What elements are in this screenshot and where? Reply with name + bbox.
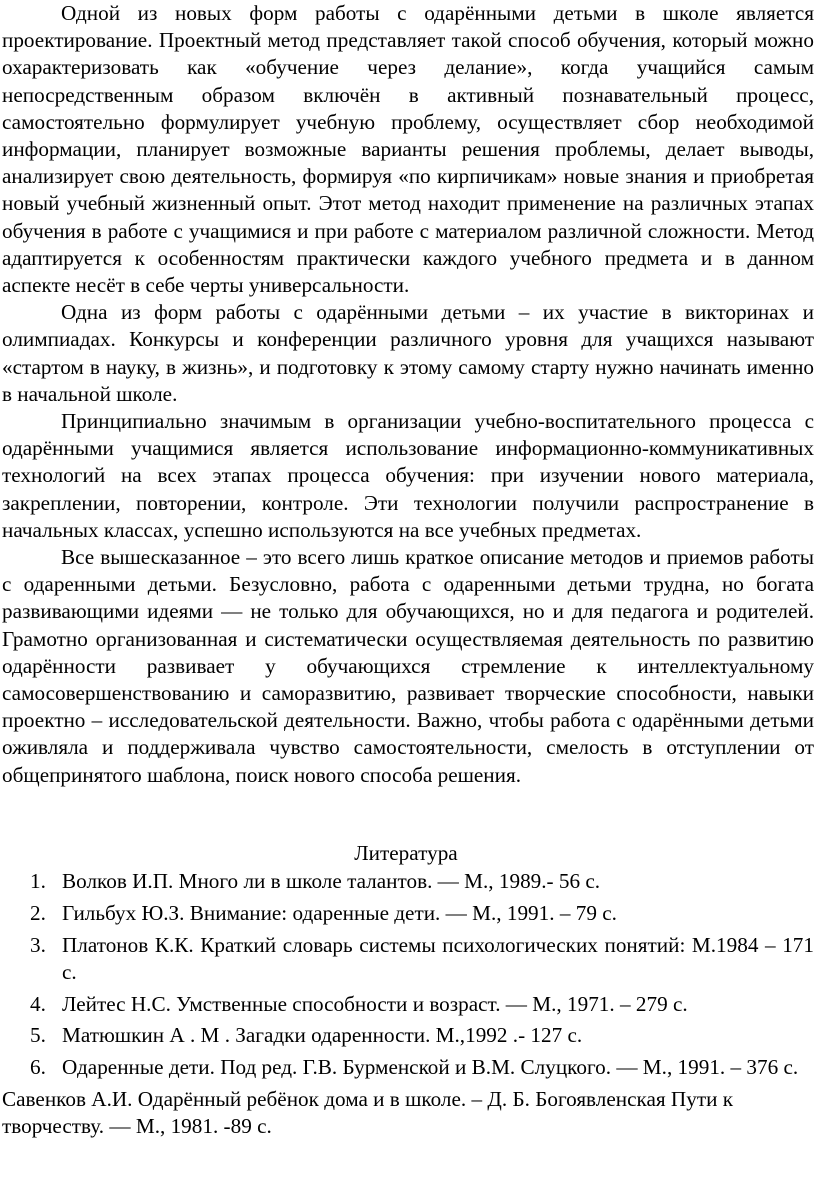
paragraph-ict: Принципиально значимым в организации учебно-воспитательного процесса с одарёнными учащимися является использование информационно-коммуникативных технологий на всех этапах процесса обучения: при изучении нового материала, закреплении, повторении, контроле. Эти технологии получили распространение в начальных классах, успешно используются на все учебных предметах.: [2, 409, 814, 542]
literature-item: [2, 1022, 814, 1049]
list-item-text: Волков И.П. Много ли в школе талантов. — М., 1989.- 56 с.: [62, 869, 601, 894]
literature-item: [2, 900, 814, 927]
literature-list: [2, 868, 814, 1081]
literature-tail-entry: Савенков А.И. Одарённый ребёнок дома и в школе. – Д. Б. Богоявленская Пути к творчеству. — М., 1981. -89 с.: [2, 1087, 734, 1139]
list-number: 6.: [30, 1055, 46, 1080]
list-item-text: Платонов К.К. Краткий словарь системы психологических понятий: М.1984 – 171 с.: [62, 932, 814, 984]
list-number: 4.: [30, 991, 46, 1016]
paragraph-conclusion: Все вышесказанное – это всего лишь краткое описание методов и приемов работы с одаренными детьми. Безусловно, работа с одаренными детьми трудна, но богата развивающими идеями — не только для обучающихся, но и для педагога и родителей. Грамотно организованная и систематически осуществляемая деятельность по развитию одарённости развивает у обучающихся стремление к интеллектуальному самосовершенствованию и саморазвитию, развивает творческие способности, навыки проектно – исследовательской деятельности. Важно, чтобы работа с одарёнными детьми оживляла и поддерживала чувство самостоятельности, смелость в отступлении от общепринятого шаблона, поиск нового способа решения.: [2, 545, 814, 787]
list-number: 2.: [30, 900, 46, 925]
list-item-text: Гильбух Ю.З. Внимание: одаренные дети. — М., 1991. – 79 с.: [62, 900, 617, 925]
list-number: 3.: [30, 932, 46, 957]
literature-item: [2, 868, 814, 895]
literature-item: [2, 1054, 814, 1081]
list-item-text: Одаренные дети. Под ред. Г.В. Бурменской и В.М. Слуцкого. — М., 1991. – 376 с.: [62, 1055, 799, 1080]
list-number: 1.: [30, 869, 46, 894]
paragraph-project-method: Одной из новых форм работы с одарёнными детьми в школе является проектирование. Проектный метод представляет такой способ обучения, который можно охарактеризовать как «обучение через делание», когда учащийся самым непосредственным образом включён в активный познавательный процесс, самостоятельно формулирует учебную проблему, осуществляет сбор необходимой информации, планирует возможные варианты решения проблемы, делает выводы, анализирует свою деятельность, формируя «по кирпичикам» новые знания и приобретая новый учебный жизненный опыт. Этот метод находит применение на различных этапах обучения в работе с учащимися и при работе с материалом различной сложности. Метод адаптируется к особенностям практически каждого учебного предмета и в данном аспекте несёт в себе черты универсальности.: [2, 1, 814, 298]
list-item-text: Матюшкин А . М . Загадки одаренности. М.,1992 .- 127 с.: [62, 1023, 583, 1048]
list-item-text: Лейтес Н.С. Умственные способности и возраст. — М., 1971. – 279 с.: [62, 991, 688, 1016]
paragraph-olympiads: Одна из форм работы с одарёнными детьми – их участие в викторинах и олимпиадах. Конкурсы и конференции различного уровня для учащихся называют «стартом в науку, в жизнь», и подготовку к этому самому старту нужно начинать именно в начальной школе.: [2, 300, 814, 406]
list-number: 5.: [30, 1023, 46, 1048]
literature-heading: Литература: [354, 840, 458, 865]
literature-item: [2, 932, 814, 986]
literature-item: [2, 991, 814, 1018]
